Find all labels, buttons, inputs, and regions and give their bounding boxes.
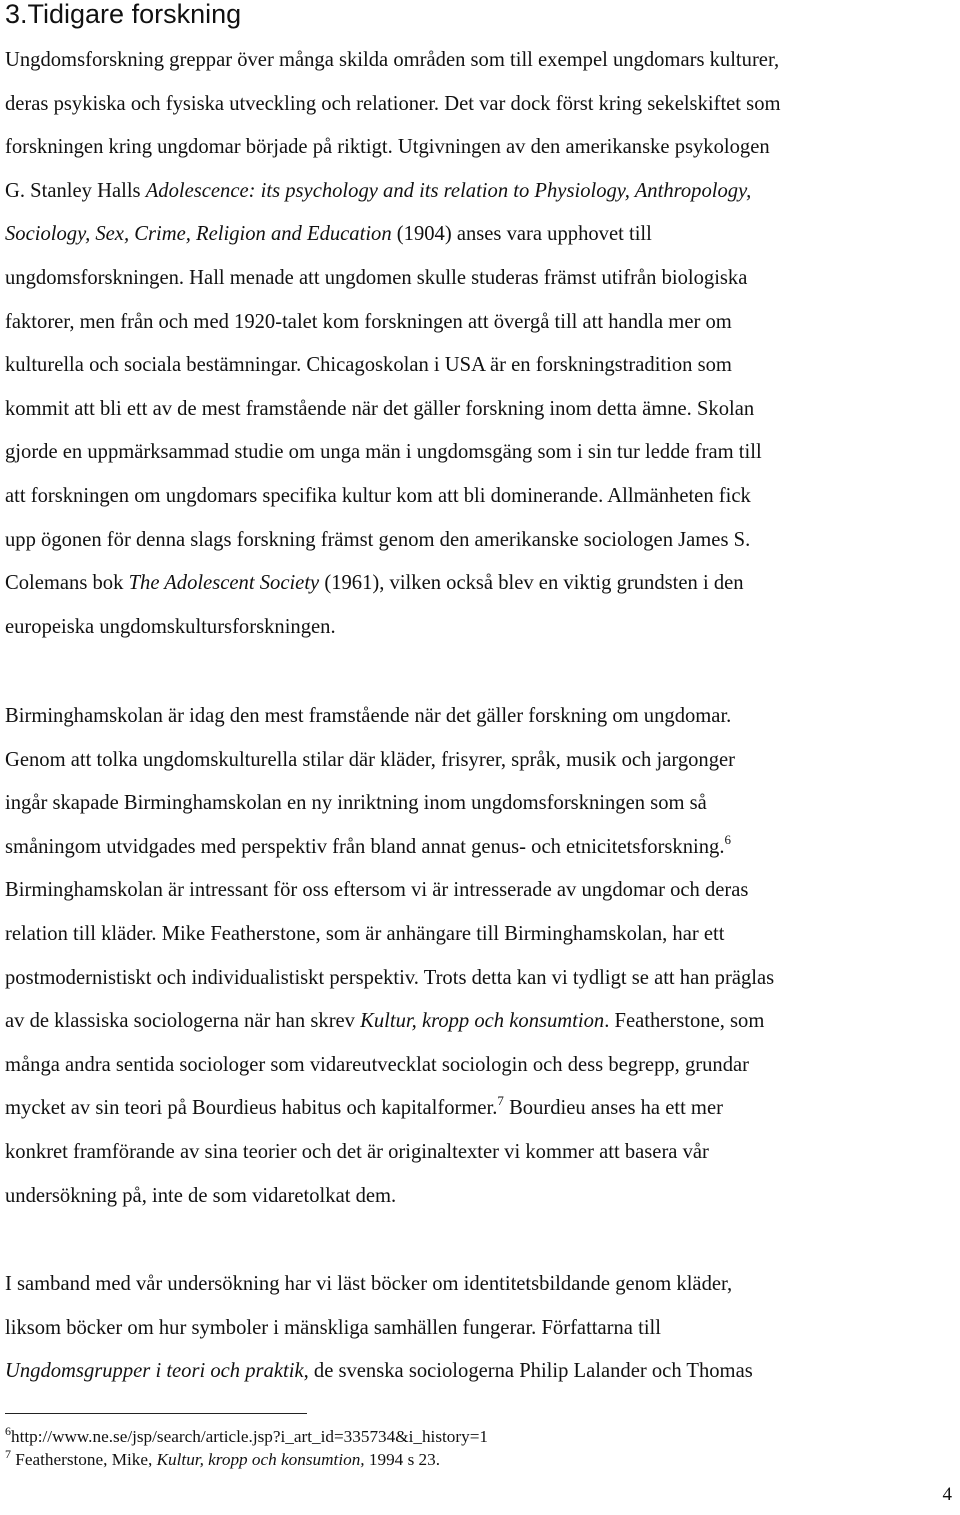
text-run: . Featherstone, som [604, 1010, 765, 1033]
text-line [5, 913, 960, 957]
text-line [5, 431, 960, 475]
paragraph-2 [5, 695, 960, 1218]
italic-title: Ungdomsgrupper i teori och praktik [5, 1360, 304, 1383]
text-run: Birminghamskolan är intressant för oss eftersom vi är intresserade av ungdomar och deras [5, 879, 749, 902]
text-run: upp ögonen för denna slags forskning främst genom den amerikanske sociologen James S. [5, 528, 751, 551]
text-line [5, 869, 960, 913]
text-line [5, 213, 960, 257]
text-line [5, 1087, 960, 1131]
paragraph-3 [5, 1263, 960, 1394]
text-run: europeiska ungdomskultursforskningen. [5, 615, 336, 638]
text-line [5, 957, 960, 1001]
text-run: Featherstone, Mike, [11, 1450, 157, 1469]
text-line [5, 739, 960, 783]
text-run: I samband med vår undersökning har vi läst böcker om identitetsbildande genom kläder, [5, 1273, 733, 1295]
text-run: (1904) anses vara upphovet till [391, 223, 652, 246]
text-line [5, 606, 960, 650]
text-run: Bourdieu anses ha ett mer [503, 1097, 723, 1120]
text-line [5, 301, 960, 345]
footnotes [5, 1425, 488, 1471]
footnote-item [5, 1425, 488, 1448]
footnote-reference: 7 [497, 1093, 504, 1109]
text-line [5, 826, 960, 870]
text-run: postmodernistiskt och individualistiskt perspektiv. Trots detta kan vi tydligt se att han präglas [5, 966, 775, 989]
text-line [5, 782, 960, 826]
text-run: (1961), vilken också blev en viktig grundsten i den [319, 572, 744, 595]
text-run: G. Stanley Halls [5, 179, 146, 202]
footnote-item [5, 1448, 488, 1471]
text-run: många andra sentida sociologer som vidareutvecklat sociologin och dess begrepp, grundar [5, 1053, 750, 1076]
footnote-number: 6 [5, 1424, 11, 1438]
section-heading: 3.Tidigare forskning [5, 0, 242, 29]
text-line [5, 388, 960, 432]
text-line [5, 1175, 960, 1219]
text-line [5, 257, 960, 301]
text-run: Ungdomsforskning greppar över många skilda områden som till exempel ungdomars kulturer, [5, 49, 780, 71]
text-run: kulturella och sociala bestämningar. Chicagoskolan i USA är en forskningstradition som [5, 354, 732, 377]
text-line [5, 170, 960, 214]
text-run: forskningen kring ungdomar började på riktigt. Utgivningen av den amerikanske psykologen [5, 136, 770, 159]
italic-title: Sociology, Sex, Crime, Religion and Education [5, 223, 392, 246]
text-run: liksom böcker om hur symboler i mänskliga samhällen fungerar. Författarna till [5, 1316, 661, 1339]
text-line [5, 39, 960, 83]
text-line [5, 695, 960, 739]
text-run: undersökning på, inte de som vidaretolkat dem. [5, 1184, 397, 1207]
text-run: mycket av sin teori på Bourdieus habitus och kapitalformer. [5, 1097, 498, 1120]
paragraph-1 [5, 39, 960, 649]
text-run: gjorde en uppmärksammad studie om unga män i ungdomsgäng som i sin tur ledde fram till [5, 441, 762, 464]
footnote-reference: 6 [724, 831, 731, 847]
italic-title: The Adolescent Society [128, 572, 320, 595]
italic-title: Kultur, kropp och konsumtion [360, 1010, 605, 1033]
italic-title: Adolescence: its psychology and its relation to Physiology, Anthropology, [145, 179, 752, 202]
text-line [5, 1263, 960, 1307]
text-line [5, 562, 960, 606]
text-run: Genom att tolka ungdomskulturella stilar där kläder, frisyrer, språk, musik och jargonger [5, 748, 736, 771]
text-line [5, 83, 960, 127]
text-run: , de svenska sociologerna Philip Lalander och Thomas [303, 1360, 753, 1383]
text-line [5, 126, 960, 170]
text-run: 1994 s 23. [364, 1450, 441, 1469]
text-run: deras psykiska och fysiska utveckling och relationer. Det var dock först kring sekelskiftet som [5, 92, 781, 115]
text-line [5, 519, 960, 563]
text-run: ungdomsforskningen. Hall menade att ungdomen skulle studeras främst utifrån biologiska [5, 266, 748, 289]
text-run: att forskningen om ungdomars specifika kultur kom att bli dominerande. Allmänheten fick [5, 484, 751, 507]
text-run: relation till kläder. Mike Featherstone, som är anhängare till Birminghamskolan, har ett [5, 922, 725, 945]
italic-title: Kultur, kropp och konsumtion, [156, 1450, 365, 1469]
text-run: kommit att bli ett av de mest framstående när det gäller forskning inom detta ämne. Skolan [5, 397, 755, 420]
text-line [5, 344, 960, 388]
text-run: ingår skapade Birminghamskolan en ny inriktning inom ungdomsforskningen som så [5, 792, 707, 815]
page-number: 4 [942, 1484, 952, 1505]
text-run: Birminghamskolan är idag den mest framstående när det gäller forskning om ungdomar. [5, 705, 732, 727]
footnote-separator [5, 1413, 307, 1414]
text-line [5, 1307, 960, 1351]
footnote-number: 7 [5, 1447, 11, 1461]
text-line [5, 475, 960, 519]
text-run: av de klassiska sociologerna när han skrev [5, 1010, 361, 1033]
text-run: http://www.ne.se/jsp/search/article.jsp?i_art_id=335734&i_history=1 [11, 1427, 488, 1446]
text-line [5, 1131, 960, 1175]
text-run: faktorer, men från och med 1920-talet kom forskningen att övergå till att handla mer om [5, 310, 732, 333]
text-line [5, 1000, 960, 1044]
text-run: Colemans bok [5, 572, 129, 595]
text-line [5, 1044, 960, 1088]
text-run: konkret framförande av sina teorier och det är originaltexter vi kommer att basera vår [5, 1140, 709, 1163]
text-run: småningom utvidgades med perspektiv från bland annat genus- och etnicitetsforskning. [5, 835, 725, 858]
text-line [5, 1350, 960, 1394]
